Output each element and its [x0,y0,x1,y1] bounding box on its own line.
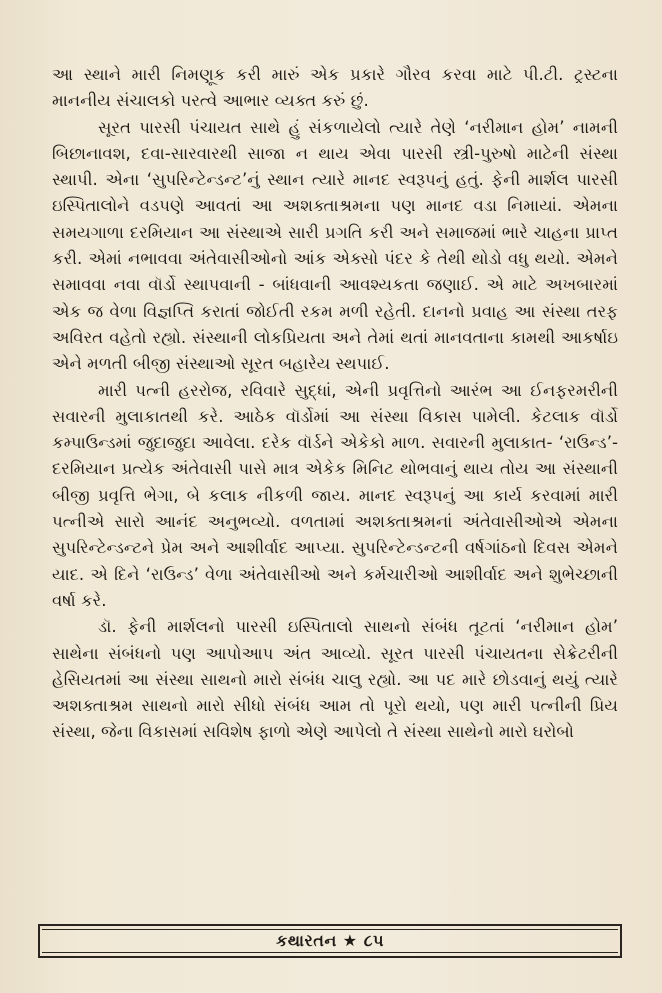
page-body-text [52,62,618,746]
page-footer-box [38,924,622,958]
page-footer-label: કથારતન ★ ૮૫ [275,931,385,950]
paragraph-4: ડૉ. ફેની માર્શલનો પારસી ઇસ્પિતાલો સાથનો સંબંધ તૂટતાં ‘નરીમાન હોમ’ સાથેના સંબંધનો પણ આપોઆપ અંત આવ્યો. સૂરત પારસી પંચાયતના સેક્રેટરીની હેસિયતમાં આ સંસ્થા સાથનો મારો સંબંધ ચાલુ રહ્યો. આ પદ મારે છોડવાનું થયું ત્યારે અશક્તાશ્રમ સાથનો મારો સીધો સંબંધ આમ તો પૂરો થયો, પણ મારી પત્નીની પ્રિય સંસ્થા, જેના વિકાસમાં સવિશેષ ફાળો એણે આપેલો તે સંસ્થા સાથેનો મારો ઘરોબો [52,617,618,742]
page-footer-inner-frame [42,929,618,953]
paragraph-1: આ સ્થાને મારી નિમણૂક કરી મારું એક પ્રકારે ગૌરવ કરવા માટે પી.ટી. ટ્રસ્ટના માનનીય સંચાલકો પરત્વે આભાર વ્યક્ત કરું છું. [52,65,618,111]
paragraph-2: સૂરત પારસી પંચાયત સાથે હું સંકળાયેલો ત્યારે તેણે ‘નરીમાન હોમ’ નામની બિછાનાવશ, દવા-સારવારથી સાજા ન થાય એવા પારસી સ્ત્રી-પુરુષો માટેની સંસ્થા સ્થાપી. એના ‘સુપરિન્ટેન્ડન્ટ’નું સ્થાન ત્યારે માનદ સ્વરૂપનું હતું. ફેની માર્શલ પારસી ઇસ્પિતાલોને વડપણે આવતાં આ અશક્તાશ્રમના પણ માનદ વડા નિમાયાં. એમના સમયગાળા દરમિયાન આ સંસ્થાએ સારી પ્રગતિ કરી અને સમાજમાં ભારે ચાહના પ્રાપ્ત કરી. એમાં નભાવવા અંતેવાસીઓનો આંક એક્સો પંદર કે તેથી થોડો વધુ થયો. એમને સમાવવા નવા વૉર્ડો સ્થાપવાની - બાંધવાની આવશ્યકતા જણાઈ. એ માટે અખબારમાં એક જ વેળા વિજ્ઞપ્તિ કરાતાં જોઈતી રકમ મળી રહેતી. દાનનો પ્રવાહ આ સંસ્થા તરફ અવિરત વહેતો રહ્યો. સંસ્થાની લોકપ્રિયતા અને તેમાં થતાં માનવતાના કામથી આકર્ષાઇ એને મળતી બીજી સંસ્થાઓ સૂરત બહારેય સ્થપાઈ. [52,117,618,374]
paragraph-3: મારી પત્ની હરરોજ, રવિવારે સુદ્ધાં, એની પ્રવૃત્તિનો આરંભ આ ઈનફરમરીની સવારની મુલાકાતથી કરે. આઠેક વૉર્ડોમાં આ સંસ્થા વિકાસ પામેલી. કેટલાક વૉર્ડો કમ્પાઉન્ડમાં જુદાજુદા આવેલા. દરેક વૉર્ડને એકેકો માળ. સવારની મુલાકાત- ‘રાઉન્ડ’- દરમિયાન પ્રત્યેક અંતેવાસી પાસે માત્ર એકેક મિનિટ થોભવાનું થાય તોય આ સંસ્થાની બીજી પ્રવૃત્તિ ભેગા, બે કલાક નીકળી જાય. માનદ સ્વરૂપનું આ કાર્ય કરવામાં મારી પત્નીએ સારો આનંદ અનુભવ્યો. વળતામાં અશક્તાશ્રમનાં અંતેવાસીઓએ એમના સુપરિન્ટેન્ડન્ટને પ્રેમ અને આશીર્વાદ આપ્યા. સુપરિન્ટેન્ડન્ટની વર્ષગાંઠનો દિવસ એમને યાદ. એ દિને ‘રાઉન્ડ’ વેળા અંતેવાસીઓ અને કર્મચારીઓ આશીર્વાદ અને શુભેચ્છાની વર્ષા કરે. [52,380,618,610]
